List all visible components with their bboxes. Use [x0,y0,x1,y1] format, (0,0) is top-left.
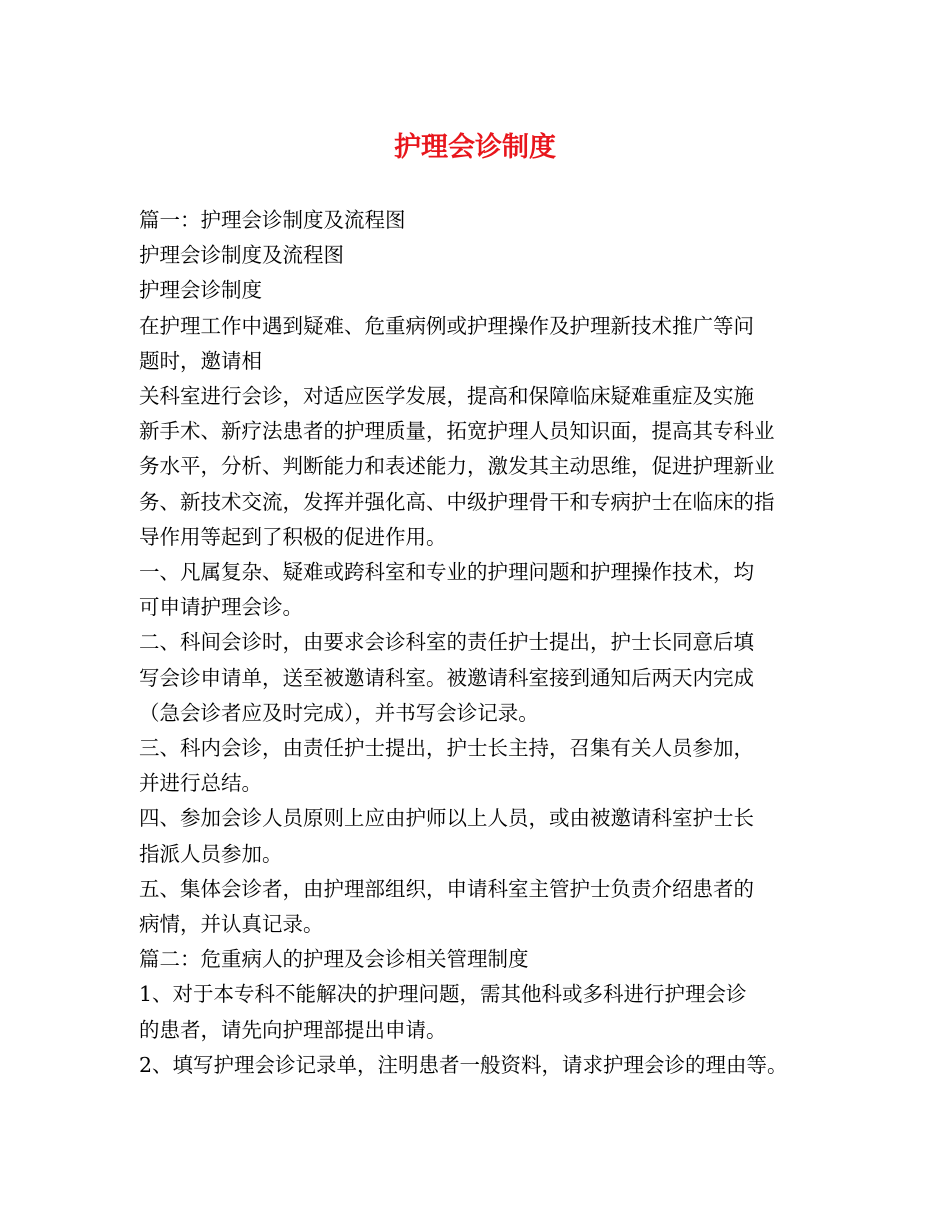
text-line: 2、填写护理会诊记录单，注明患者一般资料，请求护理会诊的理由等。 [139,1052,788,1077]
text-line: 三、科内会诊，由责任护士提出，护士长主持，召集有关人员参加， [139,736,754,761]
text-line: 护理会诊制度 [139,278,262,303]
text-line: 在护理工作中遇到疑难、危重病例或护理操作及护理新技术推广等问 [139,313,754,338]
text-line: 篇一：护理会诊制度及流程图 [139,208,406,232]
text-line: 关科室进行会诊，对适应医学发展，提高和保障临床疑难重症及实施 [139,384,754,409]
text-line: （急会诊者应及时完成），并书写会诊记录。 [139,700,539,725]
text-line: 可申请护理会诊。 [139,595,303,620]
text-line: 新手术、新疗法患者的护理质量，拓宽护理人员知识面，提高其专科业 [139,419,775,444]
document-title: 护理会诊制度 [394,132,556,163]
text-line: 病情，并认真记录。 [139,912,324,937]
text-line: 并进行总结。 [139,771,262,796]
text-line: 四、参加会诊人员原则上应由护师以上人员，或由被邀请科室护士长 [139,806,754,831]
text-line: 务水平，分析、判断能力和表述能力，激发其主动思维，促进护理新业 [139,454,775,479]
document-body [139,203,829,1083]
text-line: 务、新技术交流，发挥并强化高、中级护理骨干和专病护士在临床的指 [139,489,775,514]
text-line: 题时，邀请相 [139,348,262,373]
text-line: 篇二：危重病人的护理及会诊相关管理制度 [139,947,529,972]
text-line: 五、集体会诊者，由护理部组织，申请科室主管护士负责介绍患者的 [139,876,754,901]
text-line: 指派人员参加。 [139,841,283,866]
text-line: 写会诊申请单，送至被邀请科室。被邀请科室接到通知后两天内完成 [139,665,754,690]
text-line: 一、凡属复杂、疑难或跨科室和专业的护理问题和护理操作技术，均 [139,560,754,585]
text-line: 的患者，请先向护理部提出申请。 [139,1017,447,1042]
text-line: 护理会诊制度及流程图 [139,243,344,268]
text-line: 二、科间会诊时，由要求会诊科室的责任护士提出，护士长同意后填 [139,630,754,655]
text-line: 1、对于本专科不能解决的护理问题，需其他科或多科进行护理会诊 [139,982,747,1007]
text-line: 导作用等起到了积极的促进作用。 [139,524,447,549]
